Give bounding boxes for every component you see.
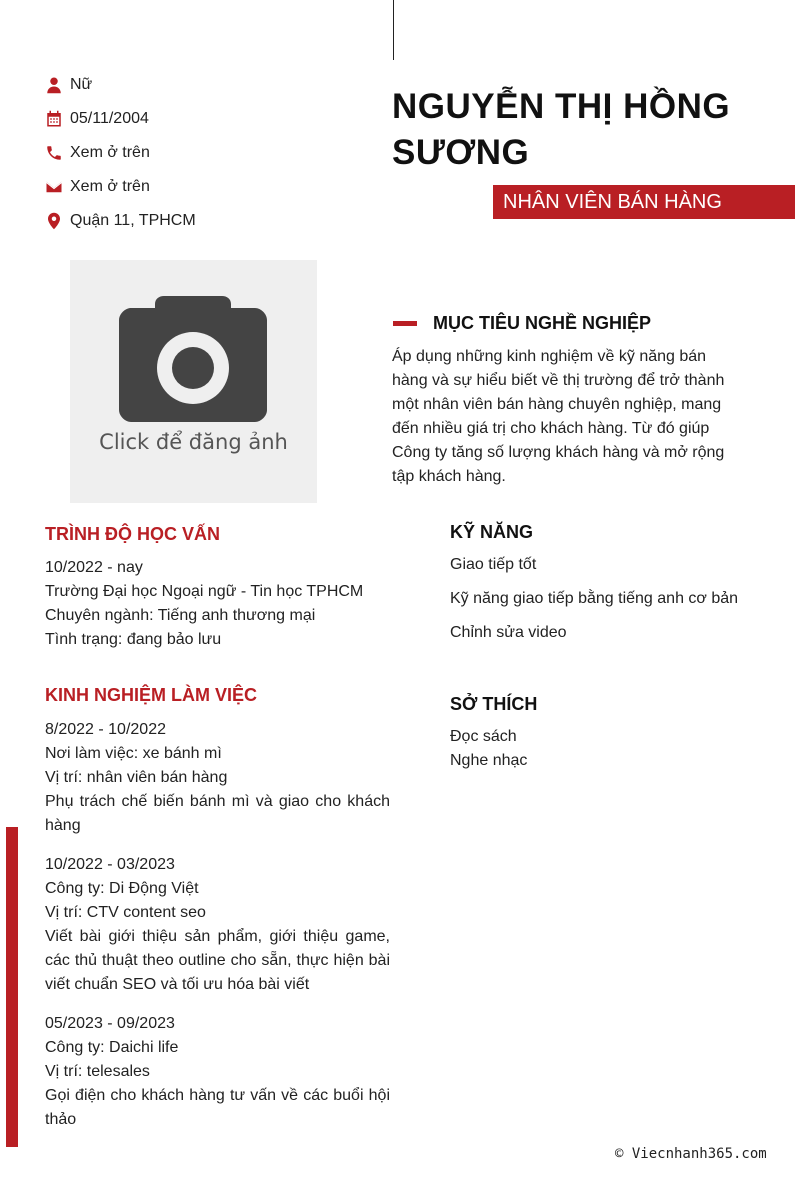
objective-title: MỤC TIÊU NGHỀ NGHIỆP xyxy=(433,313,652,333)
phone-icon xyxy=(45,144,63,162)
location-pin-icon xyxy=(45,212,63,230)
experience-title: KINH NGHIỆM LÀM VIỆC xyxy=(45,685,258,705)
education-period: 10/2022 - nay xyxy=(45,559,143,576)
camera-icon xyxy=(119,296,267,422)
job-period: 8/2022 - 10/2022 xyxy=(45,721,166,738)
skill-item: Chỉnh sửa video xyxy=(450,624,567,641)
contact-info xyxy=(45,68,375,238)
experience-section xyxy=(45,685,390,1147)
experience-item xyxy=(45,718,390,838)
contact-phone xyxy=(45,136,375,170)
hobbies-title: SỞ THÍCH xyxy=(450,694,538,714)
job-description: Phụ trách chế biến bánh mì và giao cho khách hàng xyxy=(45,793,390,834)
education-section xyxy=(45,524,390,652)
hobby-item: Đọc sách xyxy=(450,728,517,745)
objective-header xyxy=(393,313,651,334)
experience-item xyxy=(45,1012,390,1132)
contact-email xyxy=(45,170,375,204)
photo-upload-placeholder[interactable] xyxy=(70,260,317,503)
photo-upload-caption: Click để đăng ảnh xyxy=(99,430,288,454)
education-major: Chuyên ngành: Tiếng anh thương mại xyxy=(45,607,316,624)
dob-value: 05/11/2004 xyxy=(70,110,149,127)
left-accent-bar xyxy=(6,827,18,1147)
job-place: Công ty: Di Động Việt xyxy=(45,880,199,897)
job-place: Nơi làm việc: xe bánh mì xyxy=(45,745,222,762)
objective-text: Áp dụng những kinh nghiệm về kỹ năng bán hàng và sự hiểu biết về thị trường để trở thành một nhân viên bán hàng chuyên nghiệp, mang đến nhiều giá trị cho khách hàng. Từ đó giúp Công ty tăng số lượng khách hàng và mở rộng tập khách hàng. xyxy=(392,348,725,485)
skill-item: Kỹ năng giao tiếp bằng tiếng anh cơ bản xyxy=(450,590,739,607)
contact-address xyxy=(45,204,375,238)
job-title-banner: NHÂN VIÊN BÁN HÀNG xyxy=(493,185,795,219)
education-school: Trường Đại học Ngoại ngữ - Tin học TPHCM xyxy=(45,583,364,600)
experience-item xyxy=(45,853,390,997)
hobbies-section xyxy=(450,694,750,773)
job-position: Vị trí: telesales xyxy=(45,1063,150,1080)
job-position: Vị trí: CTV content seo xyxy=(45,904,206,921)
contact-gender xyxy=(45,68,375,102)
footer-copyright: © Viecnhanh365.com xyxy=(615,1146,767,1162)
phone-value: Xem ở trên xyxy=(70,144,150,161)
objective-accent-bar xyxy=(393,321,417,326)
job-description: Gọi điện cho khách hàng tư vấn về các buổi hội thảo xyxy=(45,1087,390,1128)
gender-value: Nữ xyxy=(70,76,93,93)
job-description: Viết bài giới thiệu sản phẩm, giới thiệu game, các thủ thuật theo outline cho sẵn, thực hiện bài viết chuẩn SEO và tối ưu hóa bài viết xyxy=(45,928,390,993)
education-title: TRÌNH ĐỘ HỌC VẤN xyxy=(45,524,220,544)
job-place: Công ty: Daichi life xyxy=(45,1039,179,1056)
mail-icon xyxy=(45,178,63,196)
education-status: Tình trạng: đang bảo lưu xyxy=(45,631,222,648)
contact-dob xyxy=(45,102,375,136)
address-value: Quận 11, TPHCM xyxy=(70,212,196,229)
email-value: Xem ở trên xyxy=(70,178,150,195)
user-icon xyxy=(45,76,63,94)
job-position: Vị trí: nhân viên bán hàng xyxy=(45,769,228,786)
skills-section xyxy=(450,522,750,655)
calendar-icon xyxy=(45,110,63,128)
top-divider-line xyxy=(393,0,394,60)
hobby-item: Nghe nhạc xyxy=(450,752,528,769)
job-period: 05/2023 - 09/2023 xyxy=(45,1015,175,1032)
skills-title: KỸ NĂNG xyxy=(450,522,534,542)
candidate-name: NGUYỄN THỊ HỒNG SƯƠNG xyxy=(392,87,731,172)
job-period: 10/2022 - 03/2023 xyxy=(45,856,175,873)
skill-item: Giao tiếp tốt xyxy=(450,556,537,573)
